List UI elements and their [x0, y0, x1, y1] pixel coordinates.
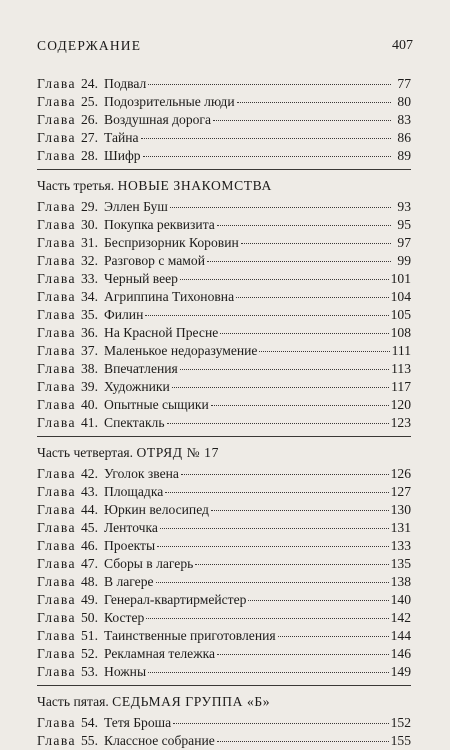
- chapter-title: Ножны: [104, 664, 147, 679]
- chapter-page: 144: [390, 628, 411, 643]
- chapter-word: Глава: [37, 628, 76, 643]
- chapter-number: 40.: [81, 397, 98, 412]
- toc-entry[interactable]: [37, 573, 411, 591]
- dot-leader: [143, 156, 391, 157]
- chapter-number: 42.: [81, 466, 98, 481]
- dot-leader: [237, 102, 391, 103]
- chapter-title: Проекты: [104, 538, 156, 553]
- chapter-word: Глава: [37, 538, 76, 553]
- chapter-page: 138: [390, 574, 411, 589]
- chapter-title: Разговор с мамой: [104, 253, 205, 268]
- toc-entry[interactable]: [37, 465, 411, 483]
- toc-entry[interactable]: [37, 198, 411, 216]
- dot-leader: [180, 369, 389, 370]
- part-heading: [37, 177, 411, 195]
- toc-entry[interactable]: [37, 483, 411, 501]
- chapter-title: Подозрительные люди: [104, 94, 235, 109]
- chapter-title: Спектакль: [104, 415, 165, 430]
- chapter-page: 120: [390, 397, 411, 412]
- section-divider: [37, 685, 411, 686]
- part-label: Часть третья.: [37, 178, 115, 193]
- chapter-page: 113: [391, 361, 411, 376]
- toc-entry[interactable]: [37, 324, 411, 342]
- toc-entry[interactable]: [37, 93, 411, 111]
- chapter-title: Агриппина Тихоновна: [104, 289, 235, 304]
- chapter-word: Глава: [37, 484, 76, 499]
- toc-entry[interactable]: [37, 360, 411, 378]
- chapter-page: 135: [390, 556, 411, 571]
- chapter-page: 133: [390, 538, 411, 553]
- toc-entry[interactable]: [37, 288, 411, 306]
- toc-entry[interactable]: [37, 414, 411, 432]
- chapter-word: Глава: [37, 289, 76, 304]
- dot-leader: [241, 243, 391, 244]
- chapter-number: 37.: [81, 343, 98, 358]
- toc-entry[interactable]: [37, 147, 411, 165]
- chapter-word: Глава: [37, 343, 76, 358]
- chapter-page: 140: [390, 592, 411, 607]
- chapter-title: Подвал: [104, 76, 147, 91]
- chapter-number: 33.: [81, 271, 98, 286]
- chapter-page: 130: [390, 502, 411, 517]
- chapter-page: 80: [397, 94, 411, 109]
- chapter-title: Генерал-квартирмейстер: [104, 592, 247, 607]
- chapter-page: 126: [390, 466, 411, 481]
- chapter-number: 50.: [81, 610, 98, 625]
- chapter-number: 27.: [81, 130, 98, 145]
- section-divider: [37, 169, 411, 170]
- dot-leader: [172, 387, 389, 388]
- dot-leader: [148, 84, 391, 85]
- chapter-page: 142: [390, 610, 411, 625]
- chapter-title: Сборы в лагерь: [104, 556, 194, 571]
- toc-entry[interactable]: [37, 714, 411, 732]
- chapter-number: 48.: [81, 574, 98, 589]
- chapter-word: Глава: [37, 397, 76, 412]
- toc-entry[interactable]: [37, 645, 411, 663]
- dot-leader: [160, 528, 389, 529]
- chapter-word: Глава: [37, 217, 76, 232]
- dot-leader: [170, 207, 391, 208]
- table-of-contents: [37, 75, 411, 750]
- chapter-page: 127: [390, 484, 411, 499]
- part-title: ОТРЯД № 17: [136, 445, 219, 460]
- chapter-number: 25.: [81, 94, 98, 109]
- chapter-title: На Красной Пресне: [104, 325, 219, 340]
- chapter-title: Покупка реквизита: [104, 217, 215, 232]
- dot-leader: [167, 423, 389, 424]
- chapter-number: 38.: [81, 361, 98, 376]
- chapter-page: 123: [390, 415, 411, 430]
- dot-leader: [207, 261, 391, 262]
- chapter-word: Глава: [37, 379, 76, 394]
- chapter-title: В лагере: [104, 574, 154, 589]
- toc-entry[interactable]: [37, 555, 411, 573]
- dot-leader: [217, 225, 391, 226]
- section-divider: [37, 436, 411, 437]
- chapter-word: Глава: [37, 235, 76, 250]
- page-number: 407: [392, 38, 413, 53]
- chapter-title: Рекламная тележка: [104, 646, 216, 661]
- chapter-title: Костер: [104, 610, 145, 625]
- chapter-page: 117: [391, 379, 411, 394]
- chapter-number: 43.: [81, 484, 98, 499]
- chapter-number: 24.: [81, 76, 98, 91]
- chapter-page: 93: [397, 199, 411, 214]
- chapter-number: 36.: [81, 325, 98, 340]
- chapter-title: Юркин велосипед: [104, 502, 209, 517]
- chapter-number: 53.: [81, 664, 98, 679]
- dot-leader: [173, 723, 388, 724]
- toc-entry[interactable]: [37, 609, 411, 627]
- dot-leader: [157, 546, 389, 547]
- chapter-title: Тайна: [104, 130, 139, 145]
- dot-leader: [141, 138, 391, 139]
- chapter-number: 49.: [81, 592, 98, 607]
- chapter-title: Эллен Буш: [104, 199, 168, 214]
- chapter-number: 45.: [81, 520, 98, 535]
- chapter-word: Глава: [37, 307, 76, 322]
- chapter-page: 146: [390, 646, 411, 661]
- chapter-number: 39.: [81, 379, 98, 394]
- chapter-word: Глава: [37, 361, 76, 376]
- chapter-word: Глава: [37, 715, 76, 730]
- dot-leader: [146, 618, 388, 619]
- chapter-title: Воздушная дорога: [104, 112, 212, 127]
- chapter-word: Глава: [37, 112, 76, 127]
- dot-leader: [145, 315, 388, 316]
- toc-entry[interactable]: [37, 75, 411, 93]
- toc-entry[interactable]: [37, 234, 411, 252]
- part-label: Часть пятая.: [37, 694, 109, 709]
- dot-leader: [236, 297, 389, 298]
- dot-leader: [148, 672, 389, 673]
- dot-leader: [195, 564, 388, 565]
- chapter-page: 104: [390, 289, 411, 304]
- chapter-word: Глава: [37, 610, 76, 625]
- dot-leader: [220, 333, 388, 334]
- chapter-number: 29.: [81, 199, 98, 214]
- chapter-title: Впечатления: [104, 361, 178, 376]
- toc-entry[interactable]: [37, 519, 411, 537]
- toc-entry[interactable]: [37, 537, 411, 555]
- chapter-page: 99: [397, 253, 411, 268]
- toc-entry[interactable]: [37, 627, 411, 645]
- chapter-number: 47.: [81, 556, 98, 571]
- chapter-title: Шифр: [104, 148, 141, 163]
- toc-entry[interactable]: [37, 591, 411, 609]
- toc-entry[interactable]: [37, 216, 411, 234]
- chapter-number: 44.: [81, 502, 98, 517]
- chapter-title: Филин: [104, 307, 144, 322]
- part-heading: [37, 693, 411, 711]
- chapter-title: Опытные сыщики: [104, 397, 209, 412]
- chapter-word: Глава: [37, 325, 76, 340]
- chapter-number: 55.: [81, 733, 98, 748]
- dot-leader: [165, 492, 388, 493]
- chapter-title: Таинственные приготовления: [104, 628, 276, 643]
- chapter-title: Маленькое недоразумение: [104, 343, 258, 358]
- toc-entry[interactable]: [37, 732, 411, 750]
- chapter-word: Глава: [37, 646, 76, 661]
- toc-entry[interactable]: [37, 306, 411, 324]
- chapter-number: 26.: [81, 112, 98, 127]
- chapter-title: Классное собрание: [104, 733, 215, 748]
- chapter-title: Площадка: [104, 484, 164, 499]
- running-head-title: СОДЕРЖАНИЕ: [37, 38, 142, 53]
- dot-leader: [181, 474, 389, 475]
- toc-entry[interactable]: [37, 129, 411, 147]
- toc-entry[interactable]: [37, 378, 411, 396]
- chapter-word: Глава: [37, 592, 76, 607]
- dot-leader: [156, 582, 389, 583]
- toc-entry[interactable]: [37, 663, 411, 681]
- chapter-page: 97: [397, 235, 411, 250]
- toc-entry[interactable]: [37, 501, 411, 519]
- dot-leader: [278, 636, 389, 637]
- chapter-page: 111: [391, 343, 411, 358]
- chapter-number: 28.: [81, 148, 98, 163]
- chapter-page: 155: [390, 733, 411, 748]
- chapter-title: Тетя Броша: [104, 715, 172, 730]
- dot-leader: [180, 279, 389, 280]
- dot-leader: [248, 600, 388, 601]
- chapter-word: Глава: [37, 556, 76, 571]
- chapter-title: Беспризорник Коровин: [104, 235, 239, 250]
- chapter-page: 89: [397, 148, 411, 163]
- chapter-number: 51.: [81, 628, 98, 643]
- chapter-word: Глава: [37, 415, 76, 430]
- chapter-word: Глава: [37, 148, 76, 163]
- toc-entry[interactable]: [37, 342, 411, 360]
- chapter-title: Художники: [104, 379, 170, 394]
- part-title: СЕДЬМАЯ ГРУППА «Б»: [112, 694, 271, 709]
- chapter-page: 95: [397, 217, 411, 232]
- chapter-word: Глава: [37, 130, 76, 145]
- chapter-word: Глава: [37, 94, 76, 109]
- part-title: НОВЫЕ ЗНАКОМСТВА: [117, 178, 272, 193]
- toc-entry[interactable]: [37, 396, 411, 414]
- chapter-page: 86: [397, 130, 411, 145]
- chapter-word: Глава: [37, 733, 76, 748]
- chapter-page: 105: [390, 307, 411, 322]
- chapter-number: 54.: [81, 715, 98, 730]
- dot-leader: [211, 510, 389, 511]
- chapter-title: Уголок звена: [104, 466, 179, 481]
- chapter-number: 31.: [81, 235, 98, 250]
- dot-leader: [213, 120, 391, 121]
- chapter-word: Глава: [37, 664, 76, 679]
- chapter-word: Глава: [37, 271, 76, 286]
- chapter-word: Глава: [37, 502, 76, 517]
- toc-entry[interactable]: [37, 111, 411, 129]
- chapter-number: 46.: [81, 538, 98, 553]
- chapter-page: 108: [390, 325, 411, 340]
- chapter-number: 52.: [81, 646, 98, 661]
- chapter-page: 77: [397, 76, 411, 91]
- chapter-title: Ленточка: [104, 520, 158, 535]
- chapter-page: 83: [397, 112, 411, 127]
- chapter-page: 131: [390, 520, 411, 535]
- dot-leader: [211, 405, 389, 406]
- part-label: Часть четвертая.: [37, 445, 134, 460]
- chapter-word: Глава: [37, 199, 76, 214]
- chapter-word: Глава: [37, 520, 76, 535]
- chapter-number: 30.: [81, 217, 98, 232]
- dot-leader: [217, 654, 389, 655]
- chapter-word: Глава: [37, 253, 76, 268]
- chapter-number: 32.: [81, 253, 98, 268]
- dot-leader: [217, 741, 389, 742]
- toc-entry[interactable]: [37, 252, 411, 270]
- part-heading: [37, 444, 411, 462]
- chapter-page: 152: [390, 715, 411, 730]
- chapter-word: Глава: [37, 574, 76, 589]
- dot-leader: [259, 351, 389, 352]
- chapter-number: 34.: [81, 289, 98, 304]
- toc-entry[interactable]: [37, 270, 411, 288]
- chapter-page: 149: [390, 664, 411, 679]
- chapter-number: 35.: [81, 307, 98, 322]
- chapter-word: Глава: [37, 76, 76, 91]
- chapter-title: Черный веер: [104, 271, 178, 286]
- chapter-page: 101: [390, 271, 411, 286]
- chapter-number: 41.: [81, 415, 98, 430]
- chapter-word: Глава: [37, 466, 76, 481]
